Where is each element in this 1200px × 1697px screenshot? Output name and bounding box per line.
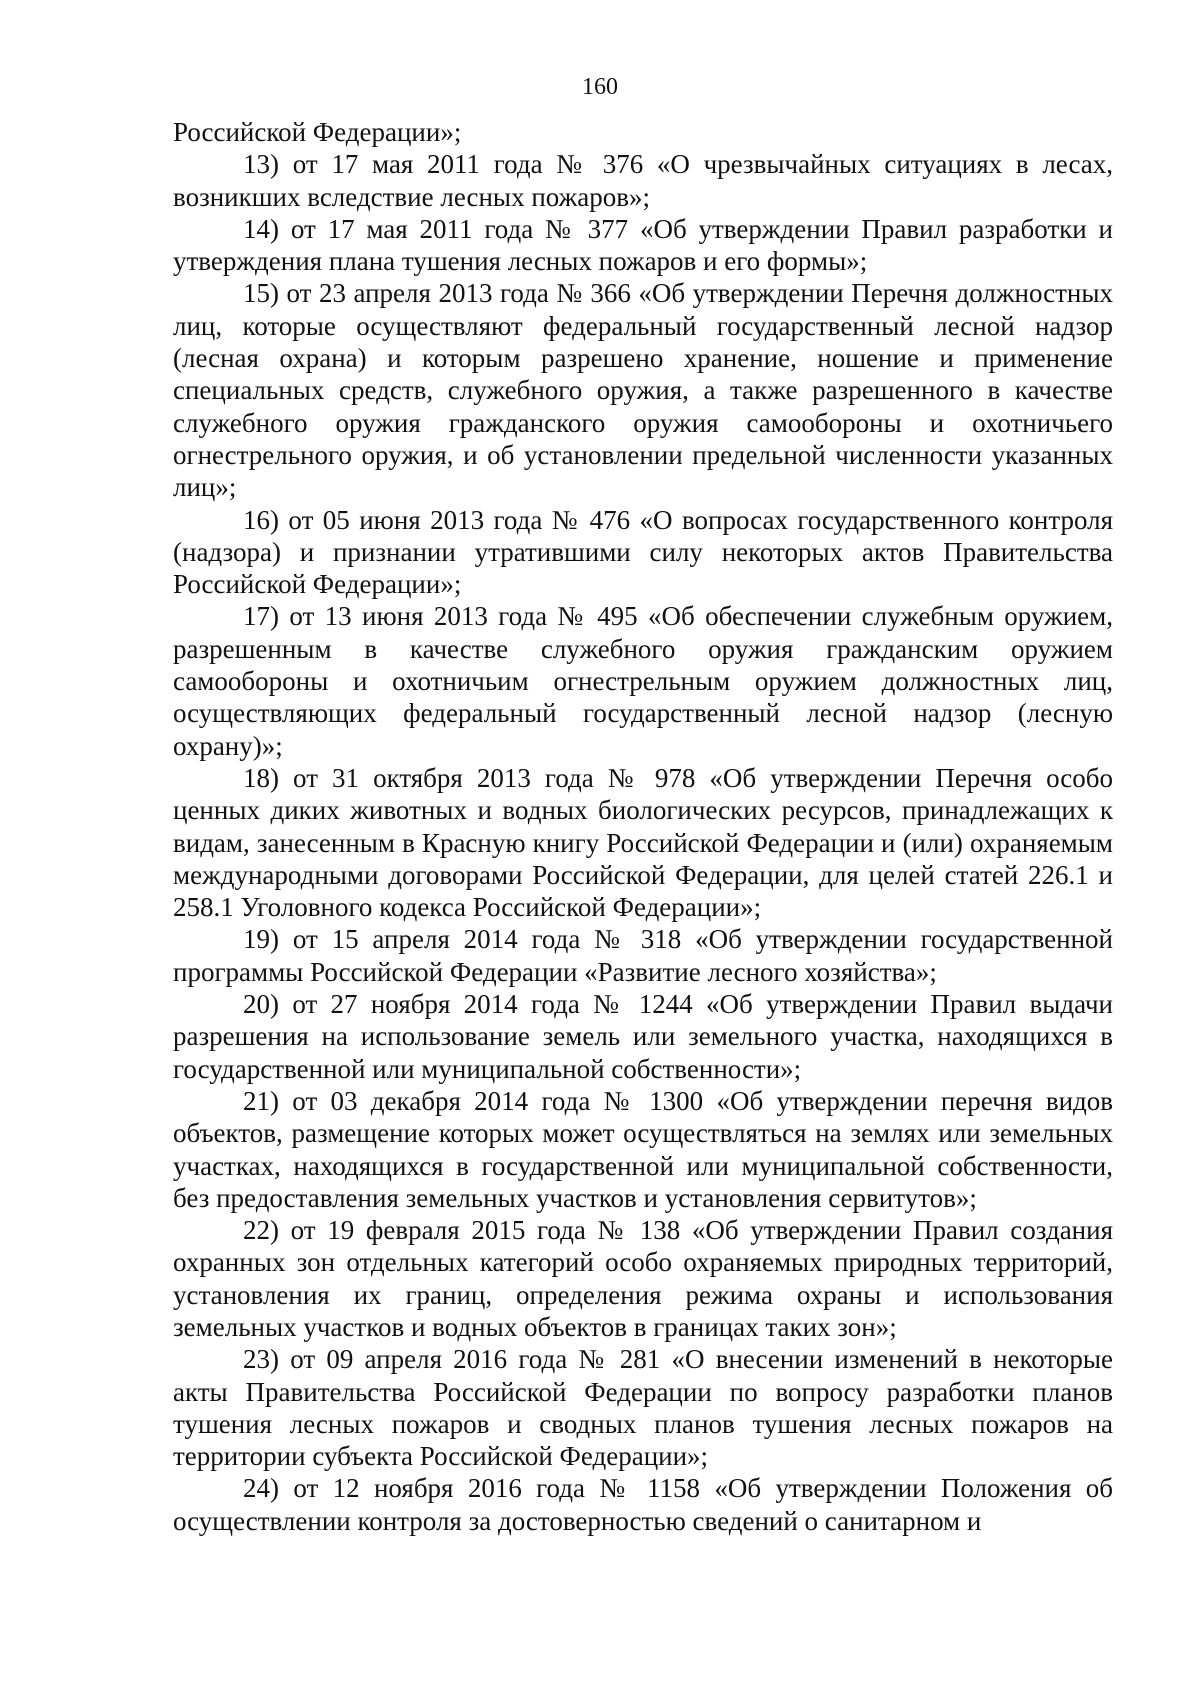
list-item <box>173 1472 1113 1537</box>
item-number: 24) <box>243 1473 279 1504</box>
item-number: 20) <box>243 989 279 1020</box>
document-body <box>173 116 1113 1537</box>
item-number: 23) <box>243 1344 279 1375</box>
page-number: 160 <box>582 74 618 100</box>
item-number: 16) <box>243 504 279 535</box>
item-number: 22) <box>243 1215 279 1246</box>
item-number: 17) <box>243 601 279 632</box>
item-text: от 03 декабря 2014 года № 1300 «Об утверждении перечня видов объектов, размещение которых может осуществляться на землях или земельных участках, находящихся в государственной или муниципальной собственности, без предоставления земельных участков и установления сервитутов»; <box>173 1085 1114 1213</box>
list-item <box>173 1343 1113 1472</box>
list-item <box>173 988 1113 1085</box>
list-item <box>173 600 1113 761</box>
item-text: от 13 июня 2013 года № 495 «Об обеспечении служебным оружием, разрешенным в качестве служебного оружия гражданским оружием самообороны и охотничьим огнестрельным оружием должностных лиц, осуществляющих федеральный государственный лесной надзор (лесную охрану)»; <box>173 601 1113 761</box>
list-item <box>173 213 1113 278</box>
list-item <box>173 1214 1113 1343</box>
item-number: 13) <box>243 149 279 180</box>
item-text: от 12 ноября 2016 года № 1158 «Об утверждении Положения об осуществлении контроля за достоверностью сведений о санитарном и <box>173 1473 1114 1536</box>
item-text: от 17 мая 2011 года № 377 «Об утверждении Правил разработки и утверждения плана тушения лесных пожаров и его формы»; <box>173 213 1114 277</box>
item-number: 19) <box>243 924 279 955</box>
item-text: от 23 апреля 2013 года № 366 «Об утверждении Перечня должностных лиц, которые осуществляют федеральный государственный лесной надзор (лесная охрана) и которым разрешено хранение, ношение и применение специальных средств, служебного оружия, а также разрешенного в качестве служебного оружия гражданского оружия самообороны и охотничьего огнестрельного оружия, и об установлении предельной численности указанных лиц»; <box>173 278 1113 503</box>
item-number: 18) <box>243 762 279 793</box>
lead-line: Российской Федерации»; <box>173 117 462 147</box>
item-number: 21) <box>243 1085 279 1116</box>
item-text: от 09 апреля 2016 года № 281 «О внесении изменений в некоторые акты Правительства Российской Федерации по вопросу разработки планов тушения лесных пожаров и сводных планов тушения лесных пожаров на территории субъекта Российской Федерации»; <box>173 1344 1113 1472</box>
list-item <box>173 1085 1113 1214</box>
item-number: 14) <box>243 213 279 244</box>
item-text: от 15 апреля 2014 года № 318 «Об утверждении государственной программы Российской Федерации «Развитие лесного хозяйства»; <box>173 924 1114 987</box>
item-text: от 19 февраля 2015 года № 138 «Об утверждении Правил создания охранных зон отдельных категорий особо охраняемых природных территорий, установления их границ, определения режима охраны и использования земельных участков и водных объектов в границах таких зон»; <box>173 1215 1114 1342</box>
item-number: 15) <box>243 278 279 309</box>
list-item <box>173 277 1113 503</box>
list-item <box>173 762 1113 923</box>
item-text: от 31 октября 2013 года № 978 «Об утверждении Перечня особо ценных диких животных и водных биологических ресурсов, принадлежащих к видам, занесенным в Красную книгу Российской Федерации и (или) охраняемым международными договорами Российской Федерации, для целей статей 226.1 и 258.1 Уголовного кодекса Российской Федерации»; <box>173 762 1113 923</box>
item-text: от 27 ноября 2014 года № 1244 «Об утверждении Правил выдачи разрешения на использование земель или земельного участка, находящихся в государственной или муниципальной собственности»; <box>173 989 1114 1084</box>
list-item <box>173 504 1113 601</box>
item-text: от 17 мая 2011 года № 376 «О чрезвычайных ситуациях в лесах, возникших вследствие лесных пожаров»; <box>173 149 1113 212</box>
item-text: от 05 июня 2013 года № 476 «О вопросах государственного контроля (надзора) и признании утратившими силу некоторых актов Правительства Российской Федерации»; <box>173 504 1114 600</box>
list-item <box>173 923 1113 988</box>
list-item <box>173 148 1113 213</box>
